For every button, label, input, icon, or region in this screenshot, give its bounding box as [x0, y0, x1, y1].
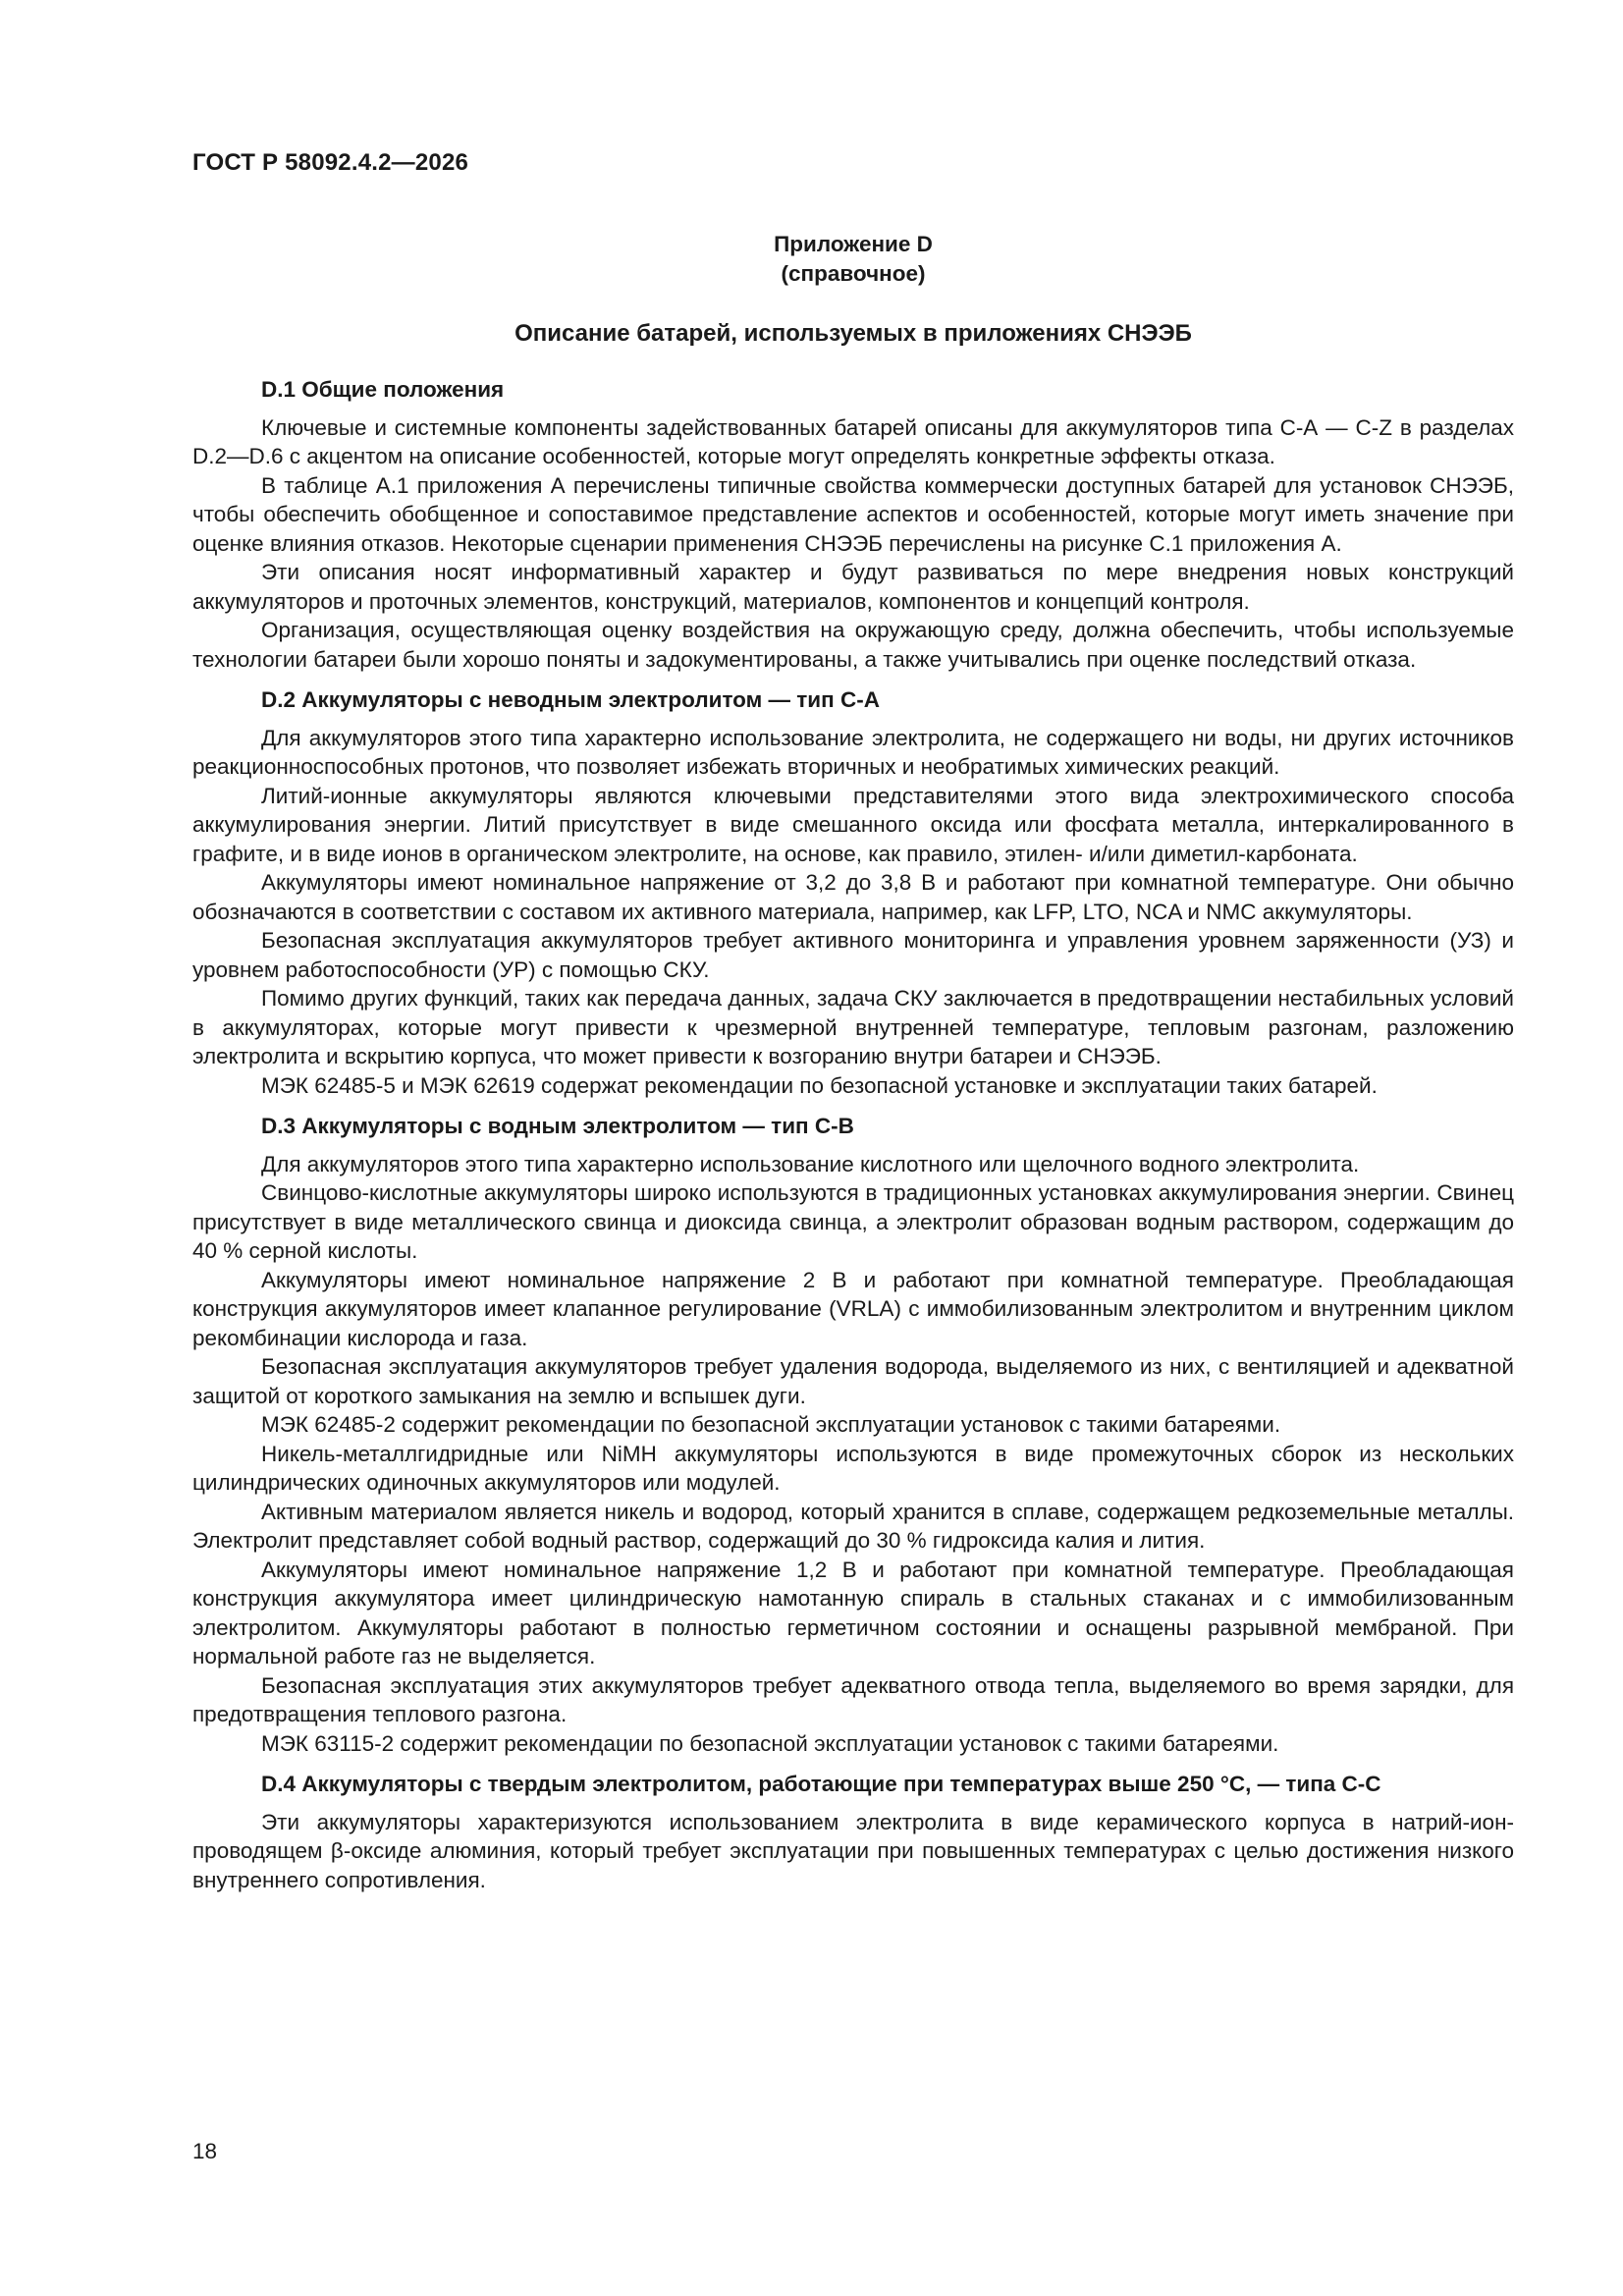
paragraph: Безопасная эксплуатация этих аккумуляторов требует адекватного отвода тепла, выделяемого во время зарядки, для предотвращения теплового разгона.	[192, 1672, 1514, 1726]
paragraph: Свинцово-кислотные аккумуляторы широко используются в традиционных установках аккумулирования энергии. Свинец присутствует в виде металлического свинца и диоксида свинца, а электролит образован водным раствором, содержащим до 40 % серной кислоты.	[192, 1180, 1514, 1263]
paragraph: Литий-ионные аккумуляторы являются ключевыми представителями этого вида электрохимического способа аккумулирования энергии. Литий присутствует в виде смешанного оксида или фосфата металла, интеркалированного в графите, и в виде ионов в органическом электролите, на основе, как правило, этилен- и/или диметил-карбоната.	[192, 783, 1514, 866]
annex-title: Описание батарей, используемых в приложениях СНЭЭБ	[514, 320, 1192, 347]
page-number: 18	[192, 2139, 218, 2163]
paragraph: Помимо других функций, таких как передача данных, задача СКУ заключается в предотвращении нестабильных условий в аккумуляторах, которые могут привести к чрезмерной внутренней температуре, тепловым разгонам, разложению электролита и вскрытию корпуса, что может привести к возгоранию внутри батареи и СНЭЭБ.	[192, 986, 1514, 1068]
paragraph: Ключевые и системные компоненты задействованных батарей описаны для аккумуляторов типа С-А — C-Z в разделах D.2—D.6 с акцентом на описание особенностей, которые могут определять конкретные эффекты отказа.	[192, 414, 1514, 468]
paragraph: Безопасная эксплуатация аккумуляторов требует удаления водорода, выделяемого из них, с вентиляцией и адекватной защитой от короткого замыкания на землю и вспышек дуги.	[192, 1354, 1514, 1408]
paragraph: Для аккумуляторов этого типа характерно использование электролита, не содержащего ни воды, ни других источников реакционноспособных протонов, что позволяет избежать вторичных и необратимых химических реакций.	[192, 725, 1514, 779]
section	[192, 375, 1514, 674]
paragraph: Для аккумуляторов этого типа характерно использование кислотного или щелочного водного электролита.	[261, 1151, 1360, 1176]
paragraph: В таблице А.1 приложения А перечислены типичные свойства коммерчески доступных батарей для установок СНЭЭБ, чтобы обеспечить обобщенное и сопоставимое представление аспектов и особенностей, которые могут иметь значение при оценке влияния отказов. Некоторые сценарии применения СНЭЭБ перечислены на рисунке С.1 приложения А.	[192, 472, 1514, 556]
paragraph: Эти описания носят информативный характер и будут развиваться по мере внедрения новых конструкций аккумуляторов и проточных элементов, конструкций, материалов, компонентов и концепций контроля.	[192, 560, 1514, 614]
paragraph: Никель-металлгидридные или NiMH аккумуляторы используются в виде промежуточных сборок из нескольких цилиндрических одиночных аккумуляторов или модулей.	[192, 1441, 1514, 1495]
section-heading: D.4 Аккумуляторы с твердым электролитом, работающие при температурах выше 250 °С, — типа С-С	[261, 1772, 1381, 1796]
section	[192, 1112, 1514, 1758]
paragraph: МЭК 62485-2 содержит рекомендации по безопасной эксплуатации установок с такими батареями.	[261, 1412, 1281, 1437]
paragraph: Аккумуляторы имеют номинальное напряжение 2 В и работают при комнатной температуре. Преобладающая конструкция аккумуляторов имеет клапанное регулирование (VRLA) с иммобилизованным электролитом и внутренним циклом рекомбинации кислорода и газа.	[192, 1267, 1514, 1350]
section-heading: D.2 Аккумуляторы с неводным электролитом — тип С-А	[261, 687, 880, 712]
paragraph: Аккумуляторы имеют номинальное напряжение от 3,2 до 3,8 В и работают при комнатной температуре. Они обычно обозначаются в соответствии с составом их активного материала, например, как LFP, LTO, NCA и NMC аккумуляторы.	[192, 870, 1514, 924]
paragraph: МЭК 62485-5 и МЭК 62619 содержат рекомендации по безопасной установке и эксплуатации таких батарей.	[261, 1072, 1378, 1098]
section-heading: D.1 Общие положения	[261, 377, 505, 402]
paragraph: Безопасная эксплуатация аккумуляторов требует активного мониторинга и управления уровнем заряженности (УЗ) и уровнем работоспособности (УР) с помощью СКУ.	[192, 928, 1514, 982]
document-body	[192, 375, 1514, 1906]
paragraph: Эти аккумуляторы характеризуются использованием электролита в виде керамического корпуса в натрий-ион-проводящем β-оксиде алюминия, который требует эксплуатации при повышенных температурах с целью достижения низкого внутреннего сопротивления.	[192, 1809, 1514, 1892]
section	[192, 685, 1514, 1100]
paragraph: Организация, осуществляющая оценку воздействия на окружающую среду, должна обеспечить, чтобы используемые технологии батареи были хорошо поняты и задокументированы, а также учитывались при оценке последствий отказа.	[192, 618, 1514, 672]
annex-heading	[192, 230, 1514, 289]
section-heading: D.3 Аккумуляторы с водным электролитом — тип С-В	[261, 1114, 854, 1138]
section	[192, 1770, 1514, 1894]
document-code: ГОСТ Р 58092.4.2—2026	[192, 149, 469, 176]
annex-label: Приложение D	[774, 232, 933, 256]
paragraph: Аккумуляторы имеют номинальное напряжение 1,2 В и работают при комнатной температуре. Преобладающая конструкция аккумулятора имеет цилиндрическую намотанную спираль в стальных стаканах и с иммобилизованным электролитом. Аккумуляторы работают в полностью герметичном состоянии и оснащены разрывной мембраной. При нормальной работе газ не выделяется.	[192, 1557, 1514, 1668]
paragraph: МЭК 63115-2 содержит рекомендации по безопасной эксплуатации установок с такими батареями.	[261, 1730, 1279, 1756]
annex-type: (справочное)	[781, 261, 926, 286]
paragraph: Активным материалом является никель и водород, который хранится в сплаве, содержащем редкоземельные металлы. Электролит представляет собой водный раствор, содержащий до 30 % гидроксида калия и лития.	[192, 1499, 1514, 1553]
